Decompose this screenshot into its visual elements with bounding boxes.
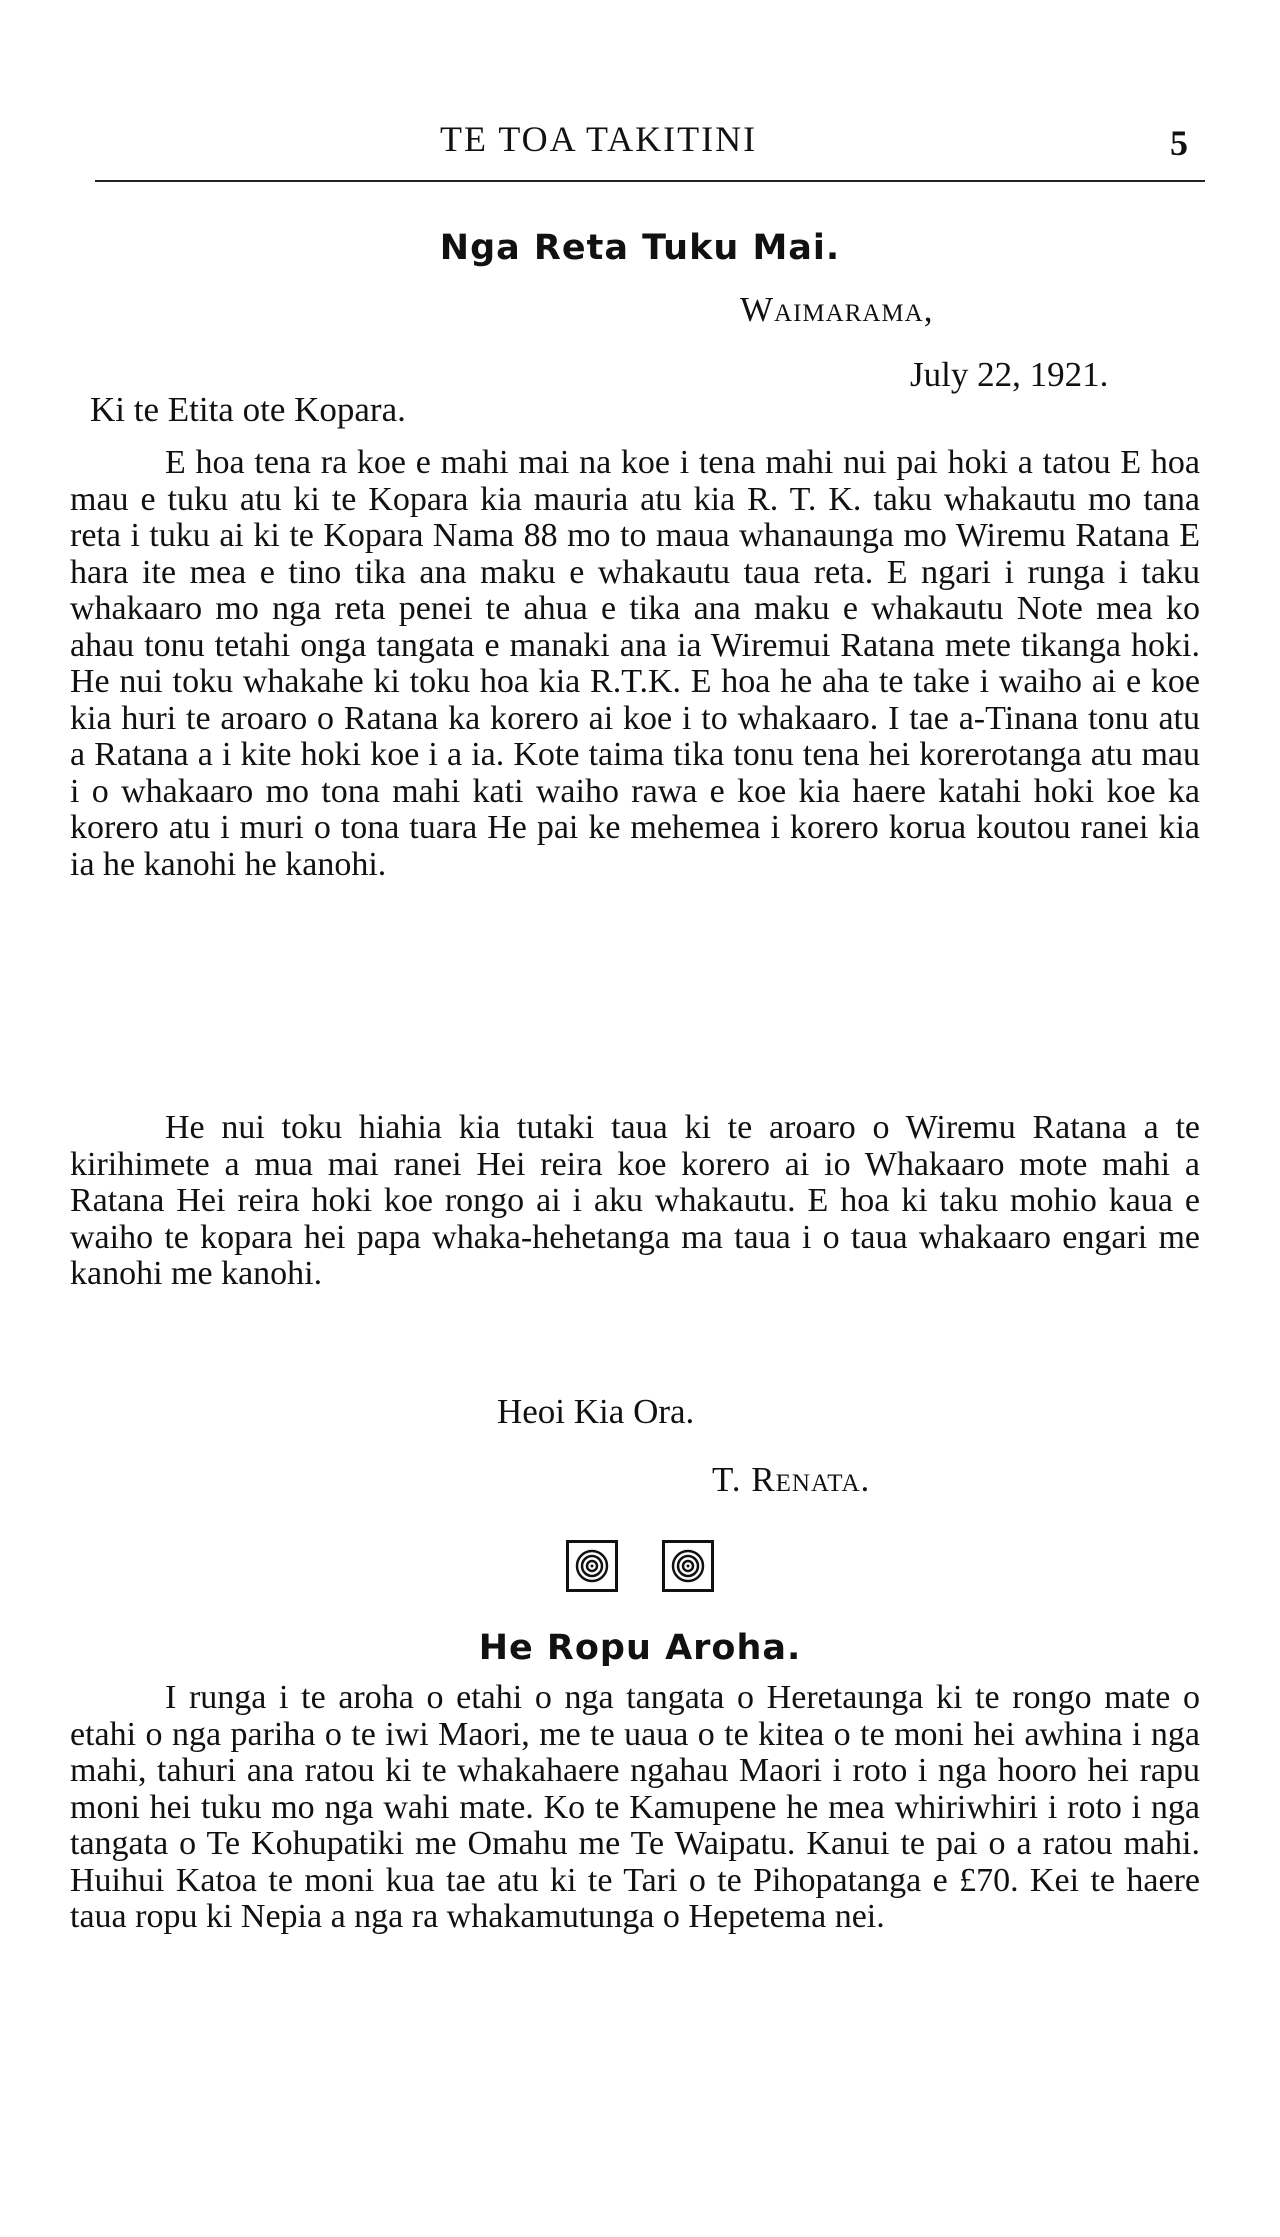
page-number: 5: [1170, 123, 1188, 163]
letter-signature: T. Renata.: [712, 1460, 871, 1499]
letter-place: Waimarama,: [740, 290, 934, 329]
article-heading: He Ropu Aroha.: [478, 1628, 802, 1668]
letter-date: July 22, 1921.: [910, 355, 1109, 394]
article-body: [70, 1680, 1200, 1936]
letters-heading: Nga Reta Tuku Mai.: [439, 228, 841, 268]
section-divider: [0, 1540, 1280, 1592]
running-head: TE TOA TAKITINI: [440, 119, 758, 159]
spiral-ornament-icon: [662, 1540, 714, 1592]
letter-body-2: [70, 1110, 1200, 1293]
letter-paragraph-2: He nui toku hiahia kia tutaki taua ki te aroaro o Wiremu Ratana a te kirihimete a mua mai ranei Hei reira koe korero ai io Whakaaro mote mahi a Ratana Hei reira hoki koe rongo ai i aku whakautu. E hoa ki taku mohio kaua e waiho te kopara hei papa whaka-hehetanga ma taua i o taua whakaaro engari me kanohi me kanohi.: [70, 1109, 1200, 1292]
letter-closing: Heoi Kia Ora.: [497, 1392, 695, 1431]
letter-body-1: [70, 445, 1200, 883]
letter-salutation: Ki te Etita ote Kopara.: [90, 390, 406, 429]
spiral-ornament-icon: [566, 1540, 618, 1592]
article-paragraph: I runga i te aroha o etahi o nga tangata o Heretaunga ki te rongo mate o etahi o nga pariha o te iwi Maori, me te uaua o te kitea o te moni hei awhina i nga mahi, tahuri ana ratou ki te whakahaere ngahau Maori i roto i nga hooro hei rapu moni hei tuku mo nga wahi mate. Ko te Kamupene he mea whiriwhiri i roto i nga tangata o Te Kohupatiki me Omahu me Te Waipatu. Kanui te pai o a ratou mahi. Huihui Katoa te moni kua tae atu ki te Tari o te Pihopatanga e £70. Kei te haere taua ropu ki Nepia a nga ra whakamutunga o Hepetema nei.: [70, 1679, 1200, 1935]
header-rule: [95, 180, 1205, 182]
letter-paragraph-1: E hoa tena ra koe e mahi mai na koe i tena mahi nui pai hoki a tatou E hoa mau e tuku atu ki te Kopara kia mauria atu kia R. T. K. taku whakautu mo tana reta i tuku ai ki te Kopara Nama 88 mo to maua whanaunga mo Wiremu Ratana E hara ite mea e tino tika ana maku e whakautu taua reta. E ngari i runga i taku whakaaro mo nga reta penei te ahua e tika ana maku e whakautu Note mea ko ahau tonu tetahi onga tangata e manaki ana ia Wiremui Ratana mete tikanga hoki. He nui toku whakahe ki toku hoa kia R.T.K. E hoa he aha te take i waiho ai e koe kia huri te aroaro o Ratana ka korero ai koe i to whakaaro. I tae a-Tinana tonu atu a Ratana a i kite hoki koe i a ia. Kote taima tika tonu tena hei korerotanga atu mau i o whakaaro mo tona mahi kati waiho rawa e koe kia haere katahi hoki koe ka korero atu i muri o tona tuara He pai ke mehemea i korero korua koutou ranei kia ia he kanohi he kanohi.: [70, 444, 1200, 883]
